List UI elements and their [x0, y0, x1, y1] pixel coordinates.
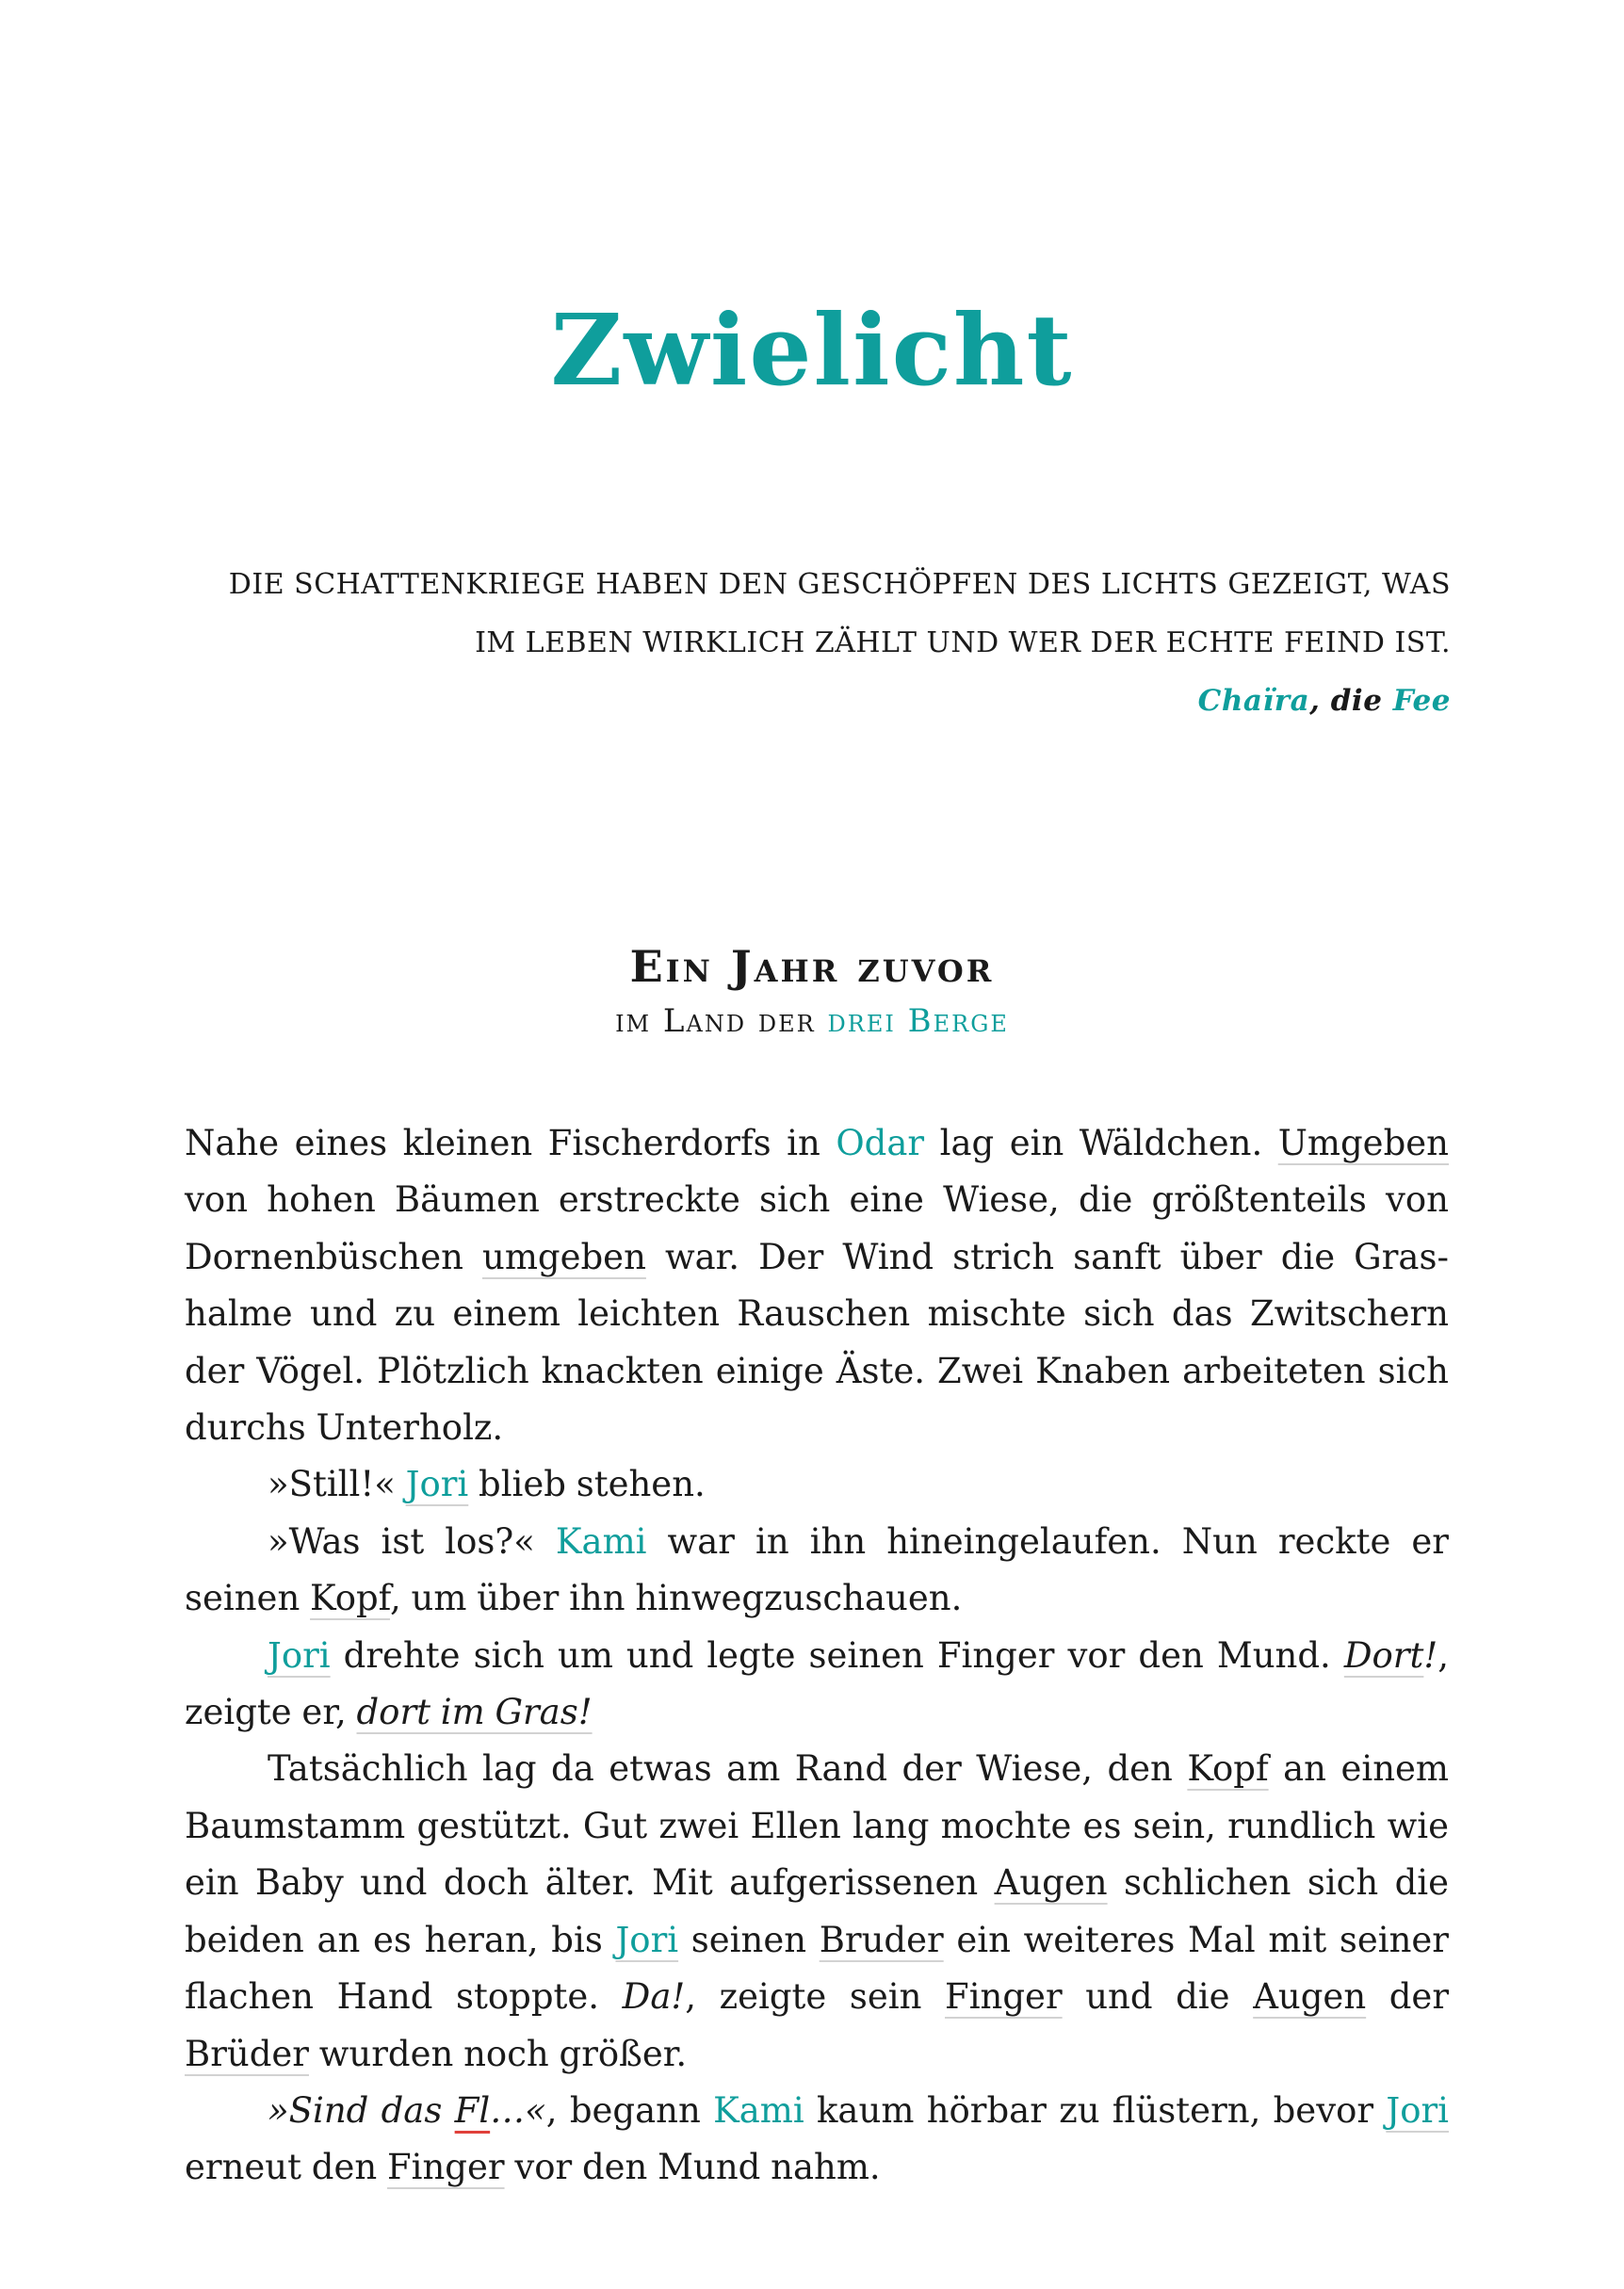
glossary-dort[interactable]: Dort [1343, 1634, 1424, 1676]
paragraph-3 [185, 1514, 1449, 1628]
text-run: Nahe eines kleinen Fischerdorfs in [185, 1123, 836, 1163]
link-jori[interactable]: Jori [405, 1464, 469, 1505]
text-run: lag ein Wäldchen. [924, 1123, 1278, 1163]
text-run: , zeigte sein [685, 1976, 946, 2018]
link-jori[interactable]: Jori [268, 1634, 331, 1676]
flagged-word-fl[interactable]: Fl [454, 2089, 491, 2131]
text-run: blieb stehen. [468, 1464, 706, 1505]
subheading-place-link[interactable]: drei Berge [827, 1002, 1009, 1040]
link-kami[interactable]: Kami [555, 1520, 647, 1562]
link-odar[interactable]: Odar [836, 1123, 925, 1163]
text-run: erneut den [185, 2147, 387, 2188]
italic-text: Da! [622, 1976, 686, 2018]
paragraph-1 [185, 1115, 1449, 1456]
italic-text: ! [1423, 1634, 1438, 1676]
attribution-separator: , die [1309, 684, 1393, 718]
link-jori[interactable]: Jori [1386, 2089, 1449, 2131]
text-run: vor den Mund nahm. [504, 2147, 881, 2188]
text-run: , um über ihn hinwegzuschauen. [390, 1578, 963, 1619]
text-run: wurden noch größer. [308, 2033, 688, 2074]
glossary-kopf[interactable]: Kopf [310, 1578, 391, 1619]
italic-text: …« [490, 2089, 546, 2131]
text-run: der [1366, 1976, 1450, 2018]
section-header [0, 938, 1624, 1047]
epigraph-line-2: IM LEBEN WIRKLICH ZÄHLT UND WER DER ECHTE FEIND IST. [475, 626, 1451, 659]
epigraph-attribution [188, 673, 1451, 729]
text-run: »Still!« [268, 1464, 406, 1505]
epigraph [188, 556, 1451, 729]
paragraph-6 [185, 2083, 1449, 2197]
paragraph-5 [185, 1741, 1449, 2082]
chapter-title: Zwielicht [550, 292, 1074, 408]
glossary-finger[interactable]: Finger [386, 2147, 505, 2188]
text-run: drehte sich um und legte seinen Finger vor den Mund. [330, 1634, 1344, 1676]
paragraph-4 [185, 1628, 1449, 1742]
text-run: , begann [545, 2089, 714, 2131]
link-jori[interactable]: Jori [615, 1919, 679, 1960]
paragraph-2 [185, 1456, 1449, 1513]
attribution-name-link[interactable]: Chaïra [1197, 684, 1310, 718]
text-run: seinen [678, 1919, 820, 1960]
body-text [185, 1115, 1449, 2197]
glossary-kopf[interactable]: Kopf [1187, 1748, 1269, 1790]
text-run: ein weiteres Mal mit seiner flachen Hand stoppte. [185, 1919, 1449, 2018]
glossary-brueder[interactable]: Brüder [185, 2033, 309, 2074]
text-run: und die [1062, 1976, 1254, 2018]
text-run: »Was ist los?« [268, 1520, 556, 1562]
glossary-dort-im-gras[interactable]: dort im Gras! [356, 1692, 593, 1733]
italic-text: »Sind das [268, 2089, 455, 2131]
text-run: war in ihn hineingelaufen. Nun reckte er seinen [185, 1520, 1449, 1619]
text-run: schlichen sich die beiden an es heran, bis [185, 1862, 1449, 1960]
attribution-role-link[interactable]: Fee [1392, 684, 1451, 718]
subheading-prefix: im Land der [615, 1002, 828, 1040]
text-run: kaum hörbar zu flüstern, bevor [804, 2089, 1387, 2131]
glossary-augen[interactable]: Augen [994, 1862, 1108, 1904]
section-heading: Ein Jahr zuvor [629, 941, 995, 992]
text-run: Tatsächlich lag da etwas am Rand der Wiese, den [268, 1748, 1188, 1790]
text-run: , zeigte er, [185, 1634, 1449, 1733]
text-run: an einem Baumstamm gestützt. Gut zwei Ellen lang mochte es sein, rundlich wie ein Baby und doch älter. Mit aufgerissenen [185, 1748, 1450, 1904]
glossary-umgeben[interactable]: umgeben [482, 1236, 646, 1277]
glossary-bruder[interactable]: Bruder [819, 1919, 944, 1960]
epigraph-line-1: DIE SCHATTENKRIEGE HABEN DEN GESCHÖPFEN DES LICHTS GEZEIGT, WAS [228, 568, 1451, 601]
link-kami[interactable]: Kami [713, 2089, 804, 2131]
text-run: war. Der Wind strich sanft über die Grashalme und zu einem leichten Rauschen mischte sich das Zwitschern der Vögel. Plötzlich knackten einige Äste. Zwei Knaben arbeiteten sich durchs Unterholz. [185, 1236, 1449, 1449]
glossary-augen[interactable]: Augen [1253, 1976, 1367, 2018]
glossary-umgeben[interactable]: Umgeben [1277, 1123, 1449, 1163]
section-subheading [0, 995, 1624, 1047]
glossary-finger[interactable]: Finger [945, 1976, 1063, 2018]
text-run: von hohen Bäumen erstreckte sich eine Wiese, die größtenteils von Dornenbüschen [185, 1179, 1449, 1277]
